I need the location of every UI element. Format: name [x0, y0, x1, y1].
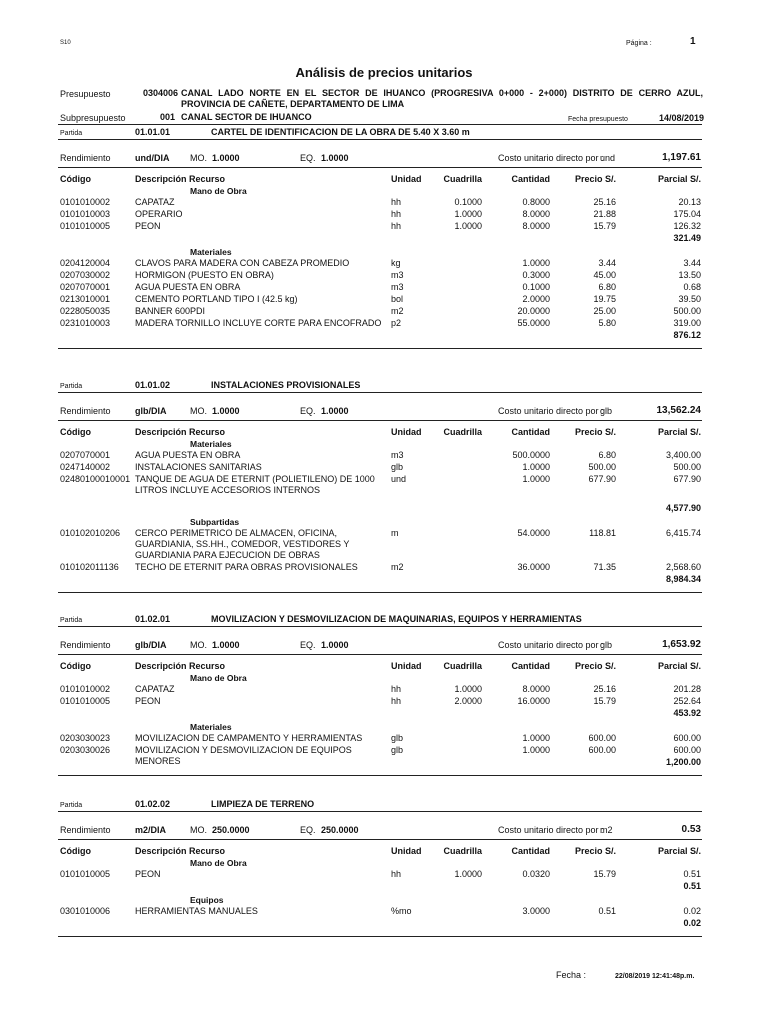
mo-label: MO.: [190, 640, 207, 650]
row-descripcion: MOVILIZACION Y DESMOVILIZACION DE EQUIPOS MENORES: [135, 745, 352, 766]
row-cantidad: 3.0000: [522, 906, 550, 916]
row-codigo: 0101010005: [60, 221, 111, 231]
row-codigo: 0101010003: [60, 209, 111, 219]
row-parcial: 0.51: [683, 869, 701, 879]
partida-end-divider: [58, 592, 702, 593]
group-heading: Materiales: [190, 439, 232, 449]
partida-end-divider: [58, 775, 702, 776]
partida-title: MOVILIZACION Y DESMOVILIZACION DE MAQUINARIAS, EQUIPOS Y HERRAMIENTAS: [211, 614, 582, 624]
partida-total: 0.53: [681, 824, 701, 835]
row-cantidad: 1.0000: [522, 474, 550, 484]
table-row: [0, 450, 768, 461]
eq-value: 1.0000: [321, 153, 349, 163]
row-codigo: 0207070001: [60, 282, 111, 292]
rendimiento-label: Rendimiento: [60, 406, 111, 416]
group-subtotal: 0.02: [683, 918, 701, 928]
row-unidad: %mo: [391, 906, 412, 916]
row-unidad: m3: [391, 282, 404, 292]
subpresupuesto-description: CANAL SECTOR DE IHUANCO: [181, 112, 312, 122]
col-header-cantidad: Cantidad: [511, 661, 550, 671]
col-header-descripcion: Descripción Recurso: [135, 174, 226, 184]
col-header-descripcion: Descripción Recurso: [135, 846, 226, 856]
row-parcial: 0.68: [683, 282, 701, 292]
row-parcial: 600.00: [673, 745, 701, 755]
page-number: 1: [690, 36, 696, 47]
rendimiento-unit: und/DIA: [135, 153, 170, 163]
header-divider: [58, 124, 702, 125]
row-precio: 19.75: [593, 294, 616, 304]
table-row: [0, 209, 768, 220]
partida-label: Partida: [60, 383, 83, 390]
partida-end-divider: [58, 936, 702, 937]
mo-value: 1.0000: [212, 640, 240, 650]
row-parcial: 201.28: [673, 684, 701, 694]
row-precio: 15.79: [593, 696, 616, 706]
rendimiento-label: Rendimiento: [60, 825, 111, 835]
row-precio: 15.79: [593, 221, 616, 231]
row-precio: 600.00: [588, 745, 616, 755]
row-descripcion: TANQUE DE AGUA DE ETERNIT (POLIETILENO) DE 1000 LITROS INCLUYE ACCESORIOS INTERNOS: [135, 474, 375, 495]
row-unidad: kg: [391, 258, 401, 268]
group-heading: Mano de Obra: [190, 673, 247, 683]
row-unidad: m3: [391, 450, 404, 460]
table-row: [0, 696, 768, 707]
row-unidad: m: [391, 528, 399, 538]
group-heading: Mano de Obra: [190, 858, 247, 868]
report-code: S10: [60, 40, 71, 46]
row-precio: 15.79: [593, 869, 616, 879]
col-header-parcial: Parcial S/.: [657, 174, 701, 184]
row-parcial: 13.50: [678, 270, 701, 280]
group-subtotal: 1,200.00: [665, 757, 701, 767]
partida-code: 01.02.01: [135, 614, 171, 624]
group-subtotal: 876.12: [673, 330, 701, 340]
subpresupuesto-label: Subpresupuesto: [60, 113, 126, 123]
row-codigo: 0203030026: [60, 745, 111, 755]
row-unidad: hh: [391, 209, 402, 219]
col-header-precio: Precio S/.: [574, 846, 616, 856]
col-header-codigo: Código: [60, 661, 91, 671]
fecha-presupuesto-label: Fecha presupuesto: [568, 116, 628, 123]
group-subtotal: 8,984.34: [665, 574, 701, 584]
partida-divider: [58, 392, 702, 393]
table-row: [0, 562, 768, 573]
row-codigo: 0213010001: [60, 294, 111, 304]
rendimiento-divider: [58, 420, 702, 421]
table-row: [0, 318, 768, 329]
partida-code: 01.02.02: [135, 799, 171, 809]
eq-value: 250.0000: [321, 825, 359, 835]
row-precio: 45.00: [593, 270, 616, 280]
row-codigo: 0204120004: [60, 258, 111, 268]
fecha-presupuesto-value: 14/08/2019: [659, 113, 705, 123]
col-header-cuadrilla: Cuadrilla: [443, 427, 482, 437]
partida-total: 1,197.61: [662, 152, 701, 163]
col-header-cantidad: Cantidad: [511, 427, 550, 437]
mo-label: MO.: [190, 406, 207, 416]
row-codigo: 0101010002: [60, 197, 111, 207]
row-cuadrilla: 1.0000: [454, 221, 482, 231]
report-title: Análisis de precios unitarios: [295, 65, 473, 80]
row-parcial: 3.44: [683, 258, 701, 268]
row-descripcion: HERRAMIENTAS MANUALES: [135, 906, 258, 916]
partida-title: INSTALACIONES PROVISIONALES: [211, 380, 361, 390]
presupuesto-code: 0304006: [143, 88, 179, 98]
table-row: [0, 282, 768, 293]
partida-end-divider: [58, 348, 702, 349]
table-row: [0, 294, 768, 305]
row-unidad: hh: [391, 221, 402, 231]
row-unidad: glb: [391, 745, 404, 755]
subpresupuesto-code: 001: [160, 112, 176, 122]
partida-title: CARTEL DE IDENTIFICACION DE LA OBRA DE 5.40 X 3.60 m: [211, 127, 470, 137]
group-heading: Materiales: [190, 722, 232, 732]
row-precio: 21.88: [593, 209, 616, 219]
col-header-unidad: Unidad: [391, 846, 422, 856]
row-cuadrilla: 0.1000: [454, 197, 482, 207]
row-parcial: 6,415.74: [665, 528, 701, 538]
row-descripcion: OPERARIO: [135, 209, 183, 219]
row-parcial: 500.00: [673, 462, 701, 472]
table-row: [0, 197, 768, 208]
partida-divider: [58, 811, 702, 812]
row-unidad: hh: [391, 696, 402, 706]
mo-value: 250.0000: [212, 825, 250, 835]
mo-label: MO.: [190, 153, 207, 163]
col-header-unidad: Unidad: [391, 174, 422, 184]
col-header-precio: Precio S/.: [574, 427, 616, 437]
table-row: [0, 684, 768, 695]
row-cantidad: 8.0000: [522, 209, 550, 219]
footer-fecha-value: 22/08/2019 12:41:48p.m.: [615, 973, 695, 980]
row-descripcion: PEON: [135, 221, 161, 231]
group-subtotal: 321.49: [673, 233, 701, 243]
row-cantidad: 1.0000: [522, 258, 550, 268]
footer-fecha-label: Fecha :: [556, 970, 587, 980]
partida-title: LIMPIEZA DE TERRENO: [211, 799, 315, 809]
row-cantidad: 16.0000: [517, 696, 550, 706]
row-parcial: 677.90: [673, 474, 701, 484]
row-codigo: 0228050035: [60, 306, 111, 316]
table-row: [0, 258, 768, 269]
costo-unit: glb: [600, 406, 613, 416]
costo-unit: glb: [600, 640, 613, 650]
row-cuadrilla: 1.0000: [454, 209, 482, 219]
col-header-codigo: Código: [60, 427, 91, 437]
col-header-descripcion: Descripción Recurso: [135, 661, 226, 671]
row-cantidad: 55.0000: [517, 318, 550, 328]
eq-value: 1.0000: [321, 640, 349, 650]
group-subtotal: 0.51: [683, 881, 701, 891]
row-codigo: 02480100010001: [60, 474, 131, 484]
group-subtotal: 4,577.90: [665, 503, 701, 513]
row-cantidad: 500.0000: [512, 450, 550, 460]
row-precio: 118.81: [589, 528, 616, 538]
row-descripcion: MOVILIZACION DE CAMPAMENTO Y HERRAMIENTAS: [135, 733, 363, 743]
row-descripcion: PEON: [135, 696, 161, 706]
group-heading: Mano de Obra: [190, 186, 247, 196]
row-parcial: 319.00: [673, 318, 701, 328]
row-parcial: 39.50: [678, 294, 701, 304]
row-precio: 25.16: [593, 197, 616, 207]
costo-label: Costo unitario directo por :: [498, 153, 604, 163]
eq-label: EQ.: [300, 406, 316, 416]
partida-total: 1,653.92: [662, 639, 701, 650]
row-cuadrilla: 1.0000: [454, 869, 482, 879]
row-unidad: glb: [391, 462, 404, 472]
row-cantidad: 0.1000: [522, 282, 550, 292]
costo-unit: m2: [600, 825, 613, 835]
mo-value: 1.0000: [212, 153, 240, 163]
row-precio: 25.16: [593, 684, 616, 694]
row-unidad: m3: [391, 270, 404, 280]
col-header-parcial: Parcial S/.: [657, 661, 701, 671]
row-descripcion: CAPATAZ: [135, 197, 175, 207]
col-header-cuadrilla: Cuadrilla: [443, 846, 482, 856]
row-unidad: m2: [391, 562, 404, 572]
row-descripcion: PEON: [135, 869, 161, 879]
partida-divider: [58, 626, 702, 627]
row-cantidad: 20.0000: [517, 306, 550, 316]
col-header-precio: Precio S/.: [574, 661, 616, 671]
row-descripcion: CERCO PERIMETRICO DE ALMACEN, OFICINA, GUARDIANIA, SS.HH., COMEDOR, VESTIDORES Y GUARDIANIA PARA EJECUCION DE OBRAS: [135, 528, 350, 560]
row-descripcion: INSTALACIONES SANITARIAS: [135, 462, 262, 472]
row-cantidad: 2.0000: [522, 294, 550, 304]
rendimiento-unit: glb/DIA: [135, 640, 167, 650]
row-precio: 71.35: [593, 562, 616, 572]
row-precio: 0.51: [598, 906, 616, 916]
row-descripcion: BANNER 600PDI: [135, 306, 206, 316]
row-precio: 500.00: [588, 462, 616, 472]
row-codigo: 0101010002: [60, 684, 111, 694]
partida-code: 01.01.01: [135, 127, 171, 137]
col-header-parcial: Parcial S/.: [657, 427, 701, 437]
table-row: [0, 528, 768, 561]
row-cuadrilla: 2.0000: [454, 696, 482, 706]
row-parcial: 2,568.60: [665, 562, 701, 572]
row-codigo: 0207030002: [60, 270, 111, 280]
row-parcial: 500.00: [673, 306, 701, 316]
group-heading: Subpartidas: [190, 517, 240, 527]
costo-label: Costo unitario directo por :: [498, 406, 604, 416]
row-precio: 677.90: [588, 474, 616, 484]
row-precio: 25.00: [593, 306, 616, 316]
row-cantidad: 0.3000: [522, 270, 550, 280]
eq-label: EQ.: [300, 153, 316, 163]
row-parcial: 600.00: [673, 733, 701, 743]
row-precio: 5.80: [598, 318, 616, 328]
rendimiento-label: Rendimiento: [60, 640, 111, 650]
col-header-descripcion: Descripción Recurso: [135, 427, 226, 437]
row-cantidad: 1.0000: [522, 745, 550, 755]
rendimiento-unit: m2/DIA: [135, 825, 167, 835]
eq-label: EQ.: [300, 825, 316, 835]
costo-label: Costo unitario directo por :: [498, 825, 604, 835]
row-parcial: 0.02: [683, 906, 701, 916]
row-cantidad: 1.0000: [522, 733, 550, 743]
row-codigo: 0101010005: [60, 696, 111, 706]
rendimiento-divider: [58, 839, 702, 840]
row-parcial: 126.32: [673, 221, 701, 231]
group-subtotal: 453.92: [673, 708, 701, 718]
col-header-codigo: Código: [60, 846, 91, 856]
eq-label: EQ.: [300, 640, 316, 650]
row-unidad: bol: [391, 294, 404, 304]
group-heading: Materiales: [190, 247, 232, 257]
row-unidad: hh: [391, 869, 402, 879]
table-row: [0, 462, 768, 473]
group-heading: Equipos: [190, 895, 224, 905]
table-row: [0, 270, 768, 281]
row-codigo: 0207070001: [60, 450, 111, 460]
col-header-cuadrilla: Cuadrilla: [443, 661, 482, 671]
row-cantidad: 1.0000: [522, 462, 550, 472]
table-row: [0, 474, 768, 496]
row-cuadrilla: 1.0000: [454, 684, 482, 694]
row-descripcion: AGUA PUESTA EN OBRA: [135, 282, 241, 292]
col-header-cantidad: Cantidad: [511, 846, 550, 856]
partida-label: Partida: [60, 802, 83, 809]
row-cantidad: 54.0000: [517, 528, 550, 538]
row-codigo: 010102010206: [60, 528, 121, 538]
table-row: [0, 306, 768, 317]
col-header-unidad: Unidad: [391, 661, 422, 671]
row-unidad: m2: [391, 306, 404, 316]
rendimiento-label: Rendimiento: [60, 153, 111, 163]
row-codigo: 0203030023: [60, 733, 111, 743]
row-descripcion: HORMIGON (PUESTO EN OBRA): [135, 270, 274, 280]
row-cantidad: 8.0000: [522, 221, 550, 231]
mo-value: 1.0000: [212, 406, 240, 416]
presupuesto-label: Presupuesto: [60, 89, 111, 99]
row-precio: 6.80: [598, 282, 616, 292]
row-precio: 6.80: [598, 450, 616, 460]
partida-total: 13,562.24: [656, 405, 701, 416]
col-header-cuadrilla: Cuadrilla: [443, 174, 482, 184]
row-codigo: 010102011136: [60, 562, 119, 572]
costo-label: Costo unitario directo por :: [498, 640, 604, 650]
page-label: Página :: [626, 40, 652, 47]
row-cantidad: 8.0000: [522, 684, 550, 694]
row-descripcion: CEMENTO PORTLAND TIPO I (42.5 kg): [135, 294, 298, 304]
row-cantidad: 0.0320: [522, 869, 550, 879]
row-precio: 600.00: [588, 733, 616, 743]
row-codigo: 0301010006: [60, 906, 111, 916]
presupuesto-description: CANAL LADO NORTE EN EL SECTOR DE IHUANCO (PROGRESIVA 0+000 - 2+000) DISTRITO DE CERRO AZUL, PROVINCIA DE CAÑETE, DEPARTAMENTO DE LIMA: [181, 88, 703, 109]
table-row: [0, 906, 768, 917]
mo-label: MO.: [190, 825, 207, 835]
partida-code: 01.01.02: [135, 380, 171, 390]
rendimiento-divider: [58, 167, 702, 168]
col-header-cantidad: Cantidad: [511, 174, 550, 184]
col-header-precio: Precio S/.: [574, 174, 616, 184]
row-unidad: p2: [391, 318, 402, 328]
col-header-parcial: Parcial S/.: [657, 846, 701, 856]
col-header-codigo: Código: [60, 174, 91, 184]
table-row: [0, 733, 768, 744]
row-parcial: 20.13: [678, 197, 701, 207]
row-cantidad: 36.0000: [517, 562, 550, 572]
row-descripcion: MADERA TORNILLO INCLUYE CORTE PARA ENCOFRADO: [135, 318, 382, 328]
row-descripcion: CAPATAZ: [135, 684, 175, 694]
row-unidad: und: [391, 474, 407, 484]
rendimiento-divider: [58, 654, 702, 655]
rendimiento-unit: glb/DIA: [135, 406, 167, 416]
row-precio: 3.44: [598, 258, 616, 268]
row-codigo: 0101010005: [60, 869, 111, 879]
row-parcial: 3,400.00: [665, 450, 701, 460]
row-descripcion: CLAVOS PARA MADERA CON CABEZA PROMEDIO: [135, 258, 350, 268]
partida-label: Partida: [60, 617, 83, 624]
row-cantidad: 0.8000: [522, 197, 550, 207]
table-row: [0, 221, 768, 232]
row-parcial: 252.64: [673, 696, 701, 706]
costo-unit: und: [600, 153, 616, 163]
row-parcial: 175.04: [673, 209, 701, 219]
row-descripcion: TECHO DE ETERNIT PARA OBRAS PROVISIONALES: [135, 562, 358, 572]
row-unidad: hh: [391, 197, 402, 207]
partida-divider: [58, 139, 702, 140]
row-descripcion: AGUA PUESTA EN OBRA: [135, 450, 241, 460]
partida-label: Partida: [60, 130, 83, 137]
eq-value: 1.0000: [321, 406, 349, 416]
col-header-unidad: Unidad: [391, 427, 422, 437]
row-codigo: 0247140002: [60, 462, 111, 472]
row-unidad: glb: [391, 733, 404, 743]
table-row: [0, 869, 768, 880]
row-unidad: hh: [391, 684, 402, 694]
row-codigo: 0231010003: [60, 318, 111, 328]
